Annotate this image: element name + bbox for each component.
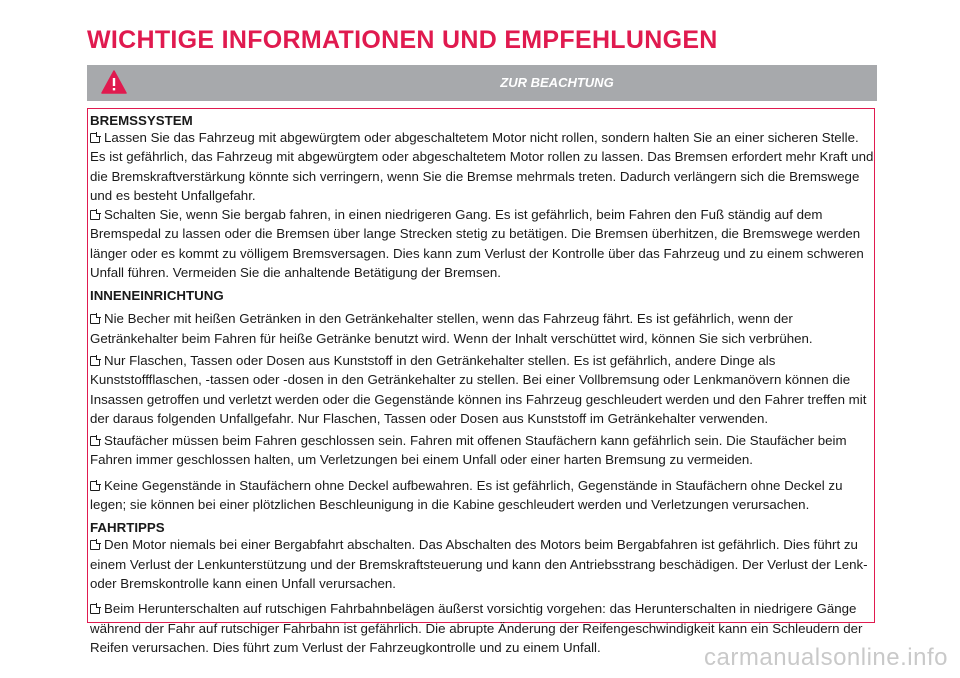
list-item: Nie Becher mit heißen Getränken in den Getränkehalter stellen, wenn das Fahrzeug fährt. Es ist gefährlich, wenn der Getränkehalter beim Fahren für heiße Getränke benutzt wird. Wenn der Inhalt verschüttet wird, können Sie sich verbrühen. xyxy=(90,311,813,346)
list-item: Den Motor niemals bei einer Bergabfahrt abschalten. Das Abschalten des Motors beim Bergabfahren ist gefährlich. Dies führt zu einem Verlust der Lenkunterstützung und der Bremskraftsteuerung und kann den Antriebsstrang beschädigen. Der Verlust der Lenk- oder Bremskontrolle kann einen Unfall verursachen. xyxy=(90,537,868,591)
warning-banner xyxy=(87,65,877,101)
list-item: Staufächer müssen beim Fahren geschlossen sein. Fahren mit offenen Staufächern kann gefährlich sein. Die Staufächer beim Fahren immer geschlossen halten, um Verletzungen bei einem Unfall oder einer harten Bremsung zu vermeiden. xyxy=(90,433,847,468)
checkbox-bullet-icon xyxy=(90,356,100,366)
checkbox-bullet-icon xyxy=(90,540,100,550)
section-heading-fahrtipps: FAHRTIPPS xyxy=(90,520,165,536)
list-item: Beim Herunterschalten auf rutschigen Fahrbahnbelägen äußerst vorsichtig vorgehen: das Herunterschalten in niedrigere Gänge während der Fahr auf rutschiger Fahrbahn ist gefährlich. Die abrupte Änderung der Reifengeschwindigkeit kann ein Schleudern der Reifen verursachen. Dies führt zum Verlust der Fahrzeugkontrolle und zu einem Unfall. xyxy=(90,601,863,655)
checkbox-bullet-icon xyxy=(90,481,100,491)
list-item: Schalten Sie, wenn Sie bergab fahren, in einen niedrigeren Gang. Es ist gefährlich, beim Fahren den Fuß ständig auf dem Bremspedal zu lassen oder die Bremsen über lange Strecken stetig zu betätigen. Die Bremsen überhitzen, die Bremswege werden länger oder es kommt zu völligem Bremsversagen. Dies kann zum Verlust der Kontrolle über das Fahrzeug und zu einem schweren Unfall führen. Vermeiden Sie die anhaltende Betätigung der Bremsen. xyxy=(90,207,864,281)
checkbox-bullet-icon xyxy=(90,604,100,614)
warning-content xyxy=(90,113,874,657)
page-title: WICHTIGE INFORMATIONEN UND EMPFEHLUNGEN xyxy=(87,26,718,54)
watermark: carmanualsonline.info xyxy=(704,644,948,671)
banner-label: ZUR BEACHTUNG xyxy=(500,75,614,90)
checkbox-bullet-icon xyxy=(90,210,100,220)
section-heading-bremssystem: BREMSSYSTEM xyxy=(90,113,193,128)
list-item: Lassen Sie das Fahrzeug mit abgewürgtem oder abgeschaltetem Motor nicht rollen, sondern halten Sie an einer sicheren Stelle. Es ist gefährlich, das Fahrzeug mit abgewürgtem oder abgeschaltetem Motor rollen zu lassen. Das Bremsen erfordert mehr Kraft und die Bremskraftverstärkung könnte sich verringern, wenn Sie die Bremse mehrmals treten. Dadurch verlängern sich die Bremswege und es besteht Unfallgefahr. xyxy=(90,130,874,203)
list-item: Keine Gegenstände in Staufächern ohne Deckel aufbewahren. Es ist gefährlich, Gegenstände in Staufächern ohne Deckel zu legen; sie können bei einer plötzlichen Beschleunigung in die Kabine geschleudert werden und Verletzungen verursachen. xyxy=(90,477,843,513)
list-item: Nur Flaschen, Tassen oder Dosen aus Kunststoff in den Getränkehalter stellen. Es ist gefährlich, andere Dinge als Kunststoffflaschen, -tassen oder -dosen in den Getränkehalter zu stellen. Bei einer Vollbremsung oder Lenkmanövern können die Insassen getroffen und verletzt werden oder die Gegenstände können ins Fahrzeug geschleudert werden und den Fahrer treffen mit der daraus folgenden Unfallgefahr. Nur Flaschen, Tassen oder Dosen aus Kunststoff im Getränkehalter verwenden. xyxy=(90,352,867,426)
checkbox-bullet-icon xyxy=(90,133,100,143)
checkbox-bullet-icon xyxy=(90,436,100,446)
section-heading-inneneinrichtung: INNENEINRICHTUNG xyxy=(90,288,224,304)
checkbox-bullet-icon xyxy=(90,314,100,324)
